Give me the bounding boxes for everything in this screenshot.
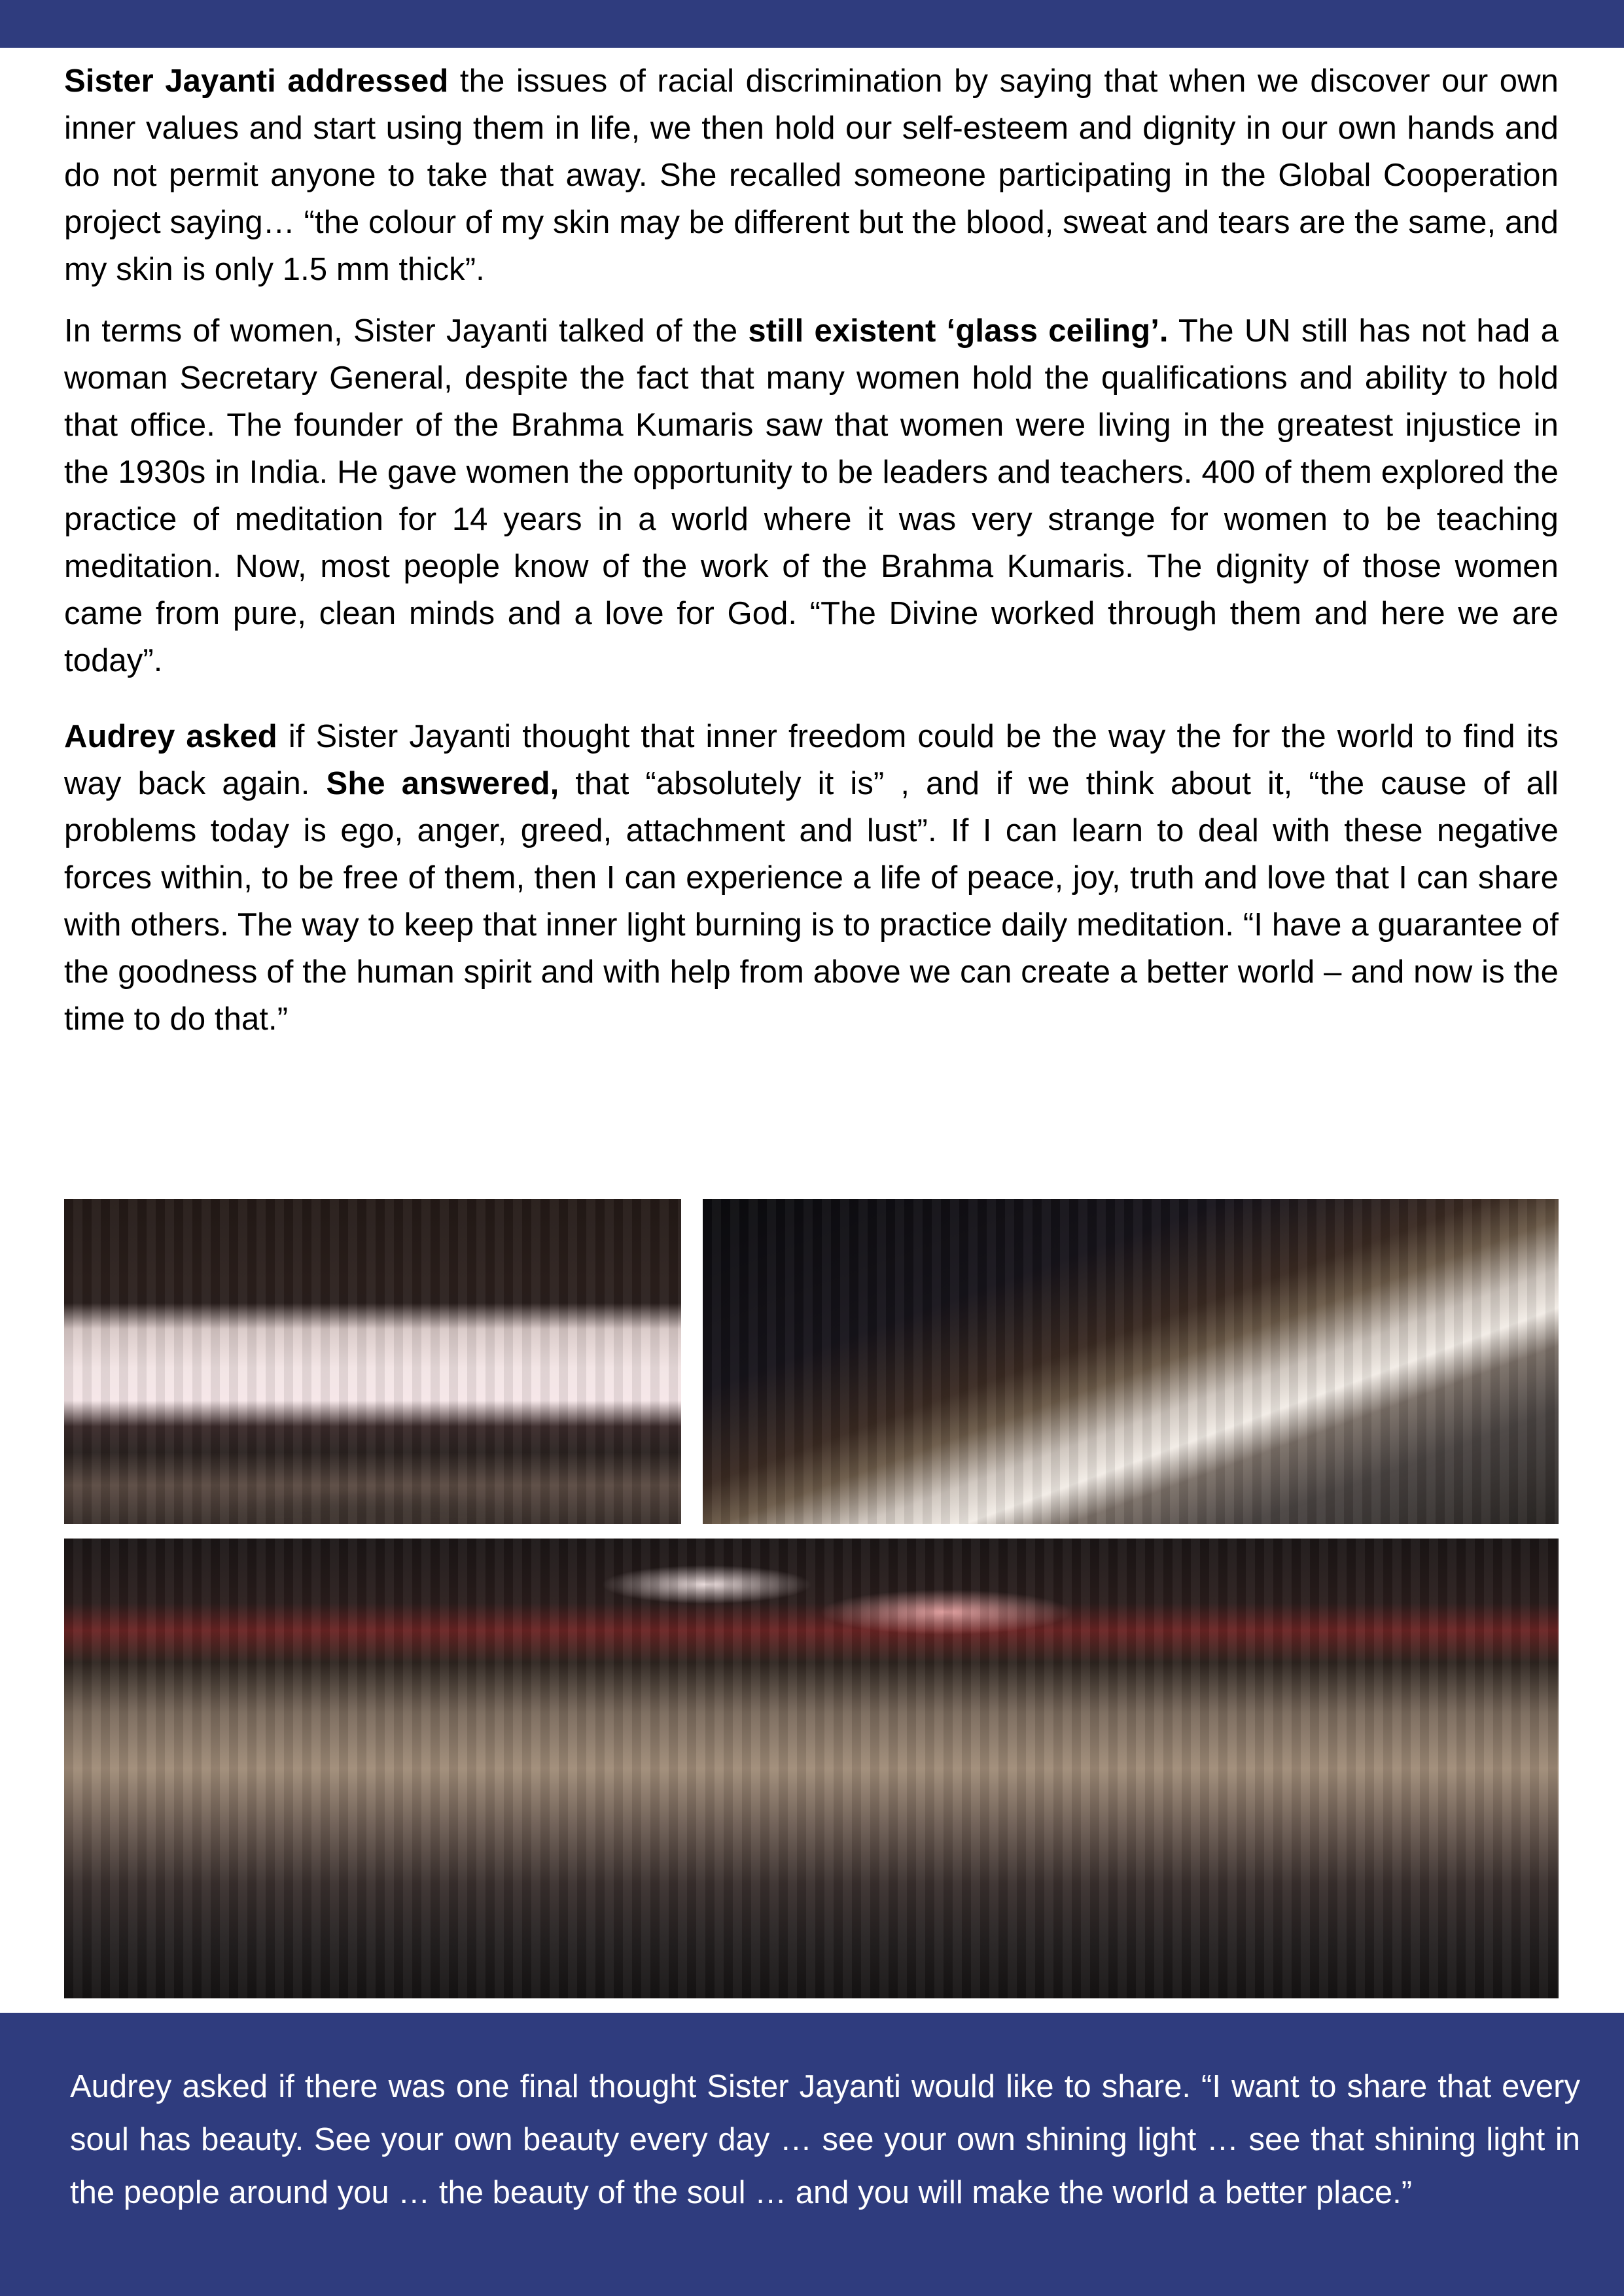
- bold-phrase: She answered,: [326, 766, 559, 801]
- paragraph-text: the issues of racial discrimination by saying that when we discover our own inner values and start using them in life, we then hold our self-esteem and dignity in our own hands and do not permit anyone to take that away. She recalled someone participating in the Global Cooperation project saying… “the colour of my skin may be different but the blood, sweat and tears are the same, and my skin is only 1.5 mm thick”.: [64, 63, 1559, 287]
- photo-stage-angled: [703, 1199, 1559, 1524]
- photo-texture: [64, 1199, 681, 1524]
- photo-texture: [64, 1539, 1559, 1998]
- paragraph-text: The UN still has not had a woman Secretary General, despite the fact that many women hold the qualifications and ability to hold that office. The founder of the Brahma Kumaris saw that women were living in the greatest injustice in the 1930s in India. He gave women the opportunity to be leaders and teachers. 400 of them explored the practice of meditation for 14 years in a world where it was very strange for women to be teaching meditation. Now, most people know of the work of the Brahma Kumaris. The dignity of those women came from pure, clean minds and a love for God. “The Divine worked through them and here we are today”.: [64, 313, 1559, 678]
- paragraph-racial-discrimination: [64, 58, 1559, 293]
- top-header-band: [0, 0, 1624, 48]
- closing-quote-box: [0, 2013, 1624, 2296]
- article-body: [64, 58, 1559, 1043]
- paragraph-text: if Sister Jayanti thought that inner freedom could be the way the for the world to find its way back again.: [64, 719, 1559, 801]
- photo-texture: [703, 1199, 1559, 1524]
- paragraph-text: In terms of women, Sister Jayanti talked of the: [64, 313, 749, 349]
- paragraph-text: that “absolutely it is” , and if we think about it, “the cause of all problems today is ego, anger, greed, attachment and lust”. If I can learn to deal with these negative forces within, to be free of them, then I can experience a life of peace, joy, truth and love that I can share with others. The way to keep that inner light burning is to practice daily meditation. “I have a guarantee of the goodness of the human spirit and with help from above we can create a better world – and now is the time to do that.”: [64, 766, 1559, 1037]
- bold-lead: Sister Jayanti addressed: [64, 63, 449, 99]
- photo-auditorium-audience: [64, 1539, 1559, 1998]
- bold-phrase: still existent ‘glass ceiling’.: [748, 313, 1169, 349]
- paragraph-inner-freedom: [64, 713, 1559, 1043]
- paragraph-glass-ceiling: [64, 307, 1559, 684]
- bold-lead: Audrey asked: [64, 719, 277, 754]
- photo-speakers-stage: [64, 1199, 681, 1524]
- closing-quote-text: Audrey asked if there was one final thought Sister Jayanti would like to share. “I want to share that every soul has beauty. See your own beauty every day … see your own shining light … see that shining light in the people around you … the beauty of the soul … and you will make the world a better place.”: [70, 2069, 1580, 2210]
